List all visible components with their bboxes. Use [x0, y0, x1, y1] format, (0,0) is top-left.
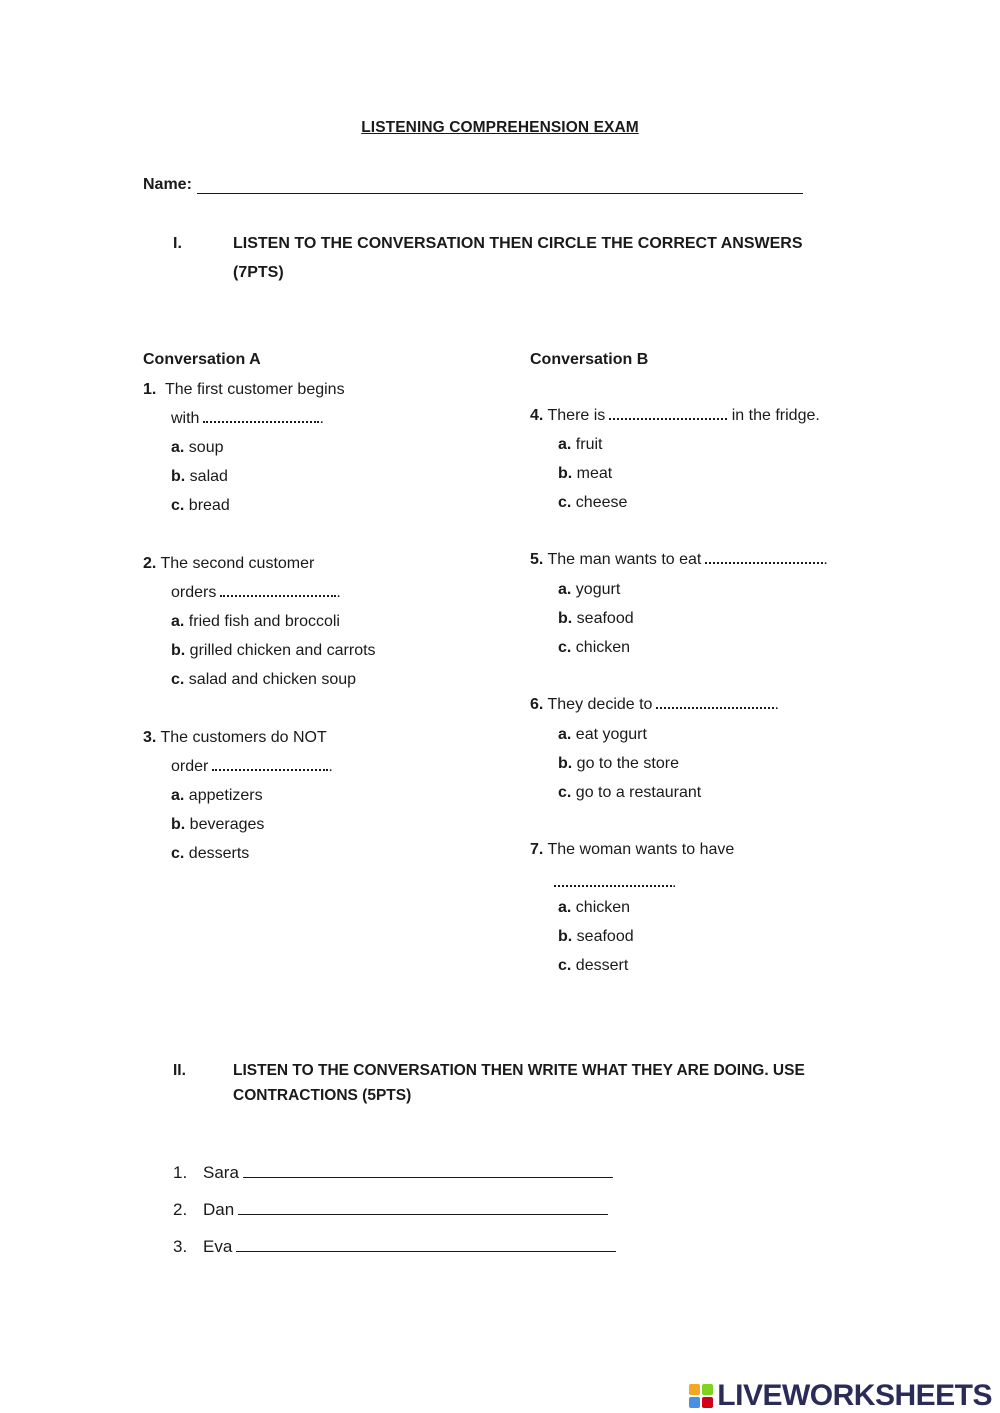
question-text: order — [171, 758, 209, 775]
answer-line[interactable] — [238, 1200, 608, 1215]
name-input-line[interactable] — [197, 178, 803, 194]
question-number: 5. — [530, 551, 544, 568]
option-4c[interactable]: c. cheese — [558, 494, 628, 511]
question-text: They decide to — [547, 696, 653, 713]
option-7a[interactable]: a. chicken — [558, 899, 631, 916]
write-line-1 — [173, 1154, 613, 1191]
option-3b[interactable]: b. beverages — [171, 816, 265, 833]
answer-blank[interactable] — [220, 582, 336, 597]
liveworksheets-logo — [689, 1379, 992, 1413]
option-6c[interactable]: c. go to a restaurant — [558, 784, 702, 801]
question-7 — [530, 835, 734, 864]
item-number: 1. — [173, 1163, 188, 1182]
option-1a[interactable]: a. soup — [171, 439, 224, 456]
option-5b[interactable]: b. seafood — [558, 610, 634, 627]
question-text: orders — [171, 584, 217, 601]
question-number: 3. — [143, 729, 157, 746]
section1-heading: LISTEN TO THE CONVERSATION THEN CIRCLE THE CORRECT ANSWERS (7PTS) — [233, 235, 803, 281]
conversation-b-heading: Conversation B — [530, 351, 649, 368]
question-5: 5. The man wants to eat . — [530, 551, 828, 568]
item-number: 2. — [173, 1200, 188, 1219]
item-name: Eva — [203, 1237, 233, 1256]
question-number: 1. — [143, 381, 157, 398]
question-1-line2: with . — [171, 410, 324, 427]
item-number: 3. — [173, 1237, 188, 1256]
conversation-a-heading: Conversation A — [143, 351, 261, 368]
answer-blank[interactable] — [212, 756, 328, 771]
answer-line[interactable] — [236, 1237, 616, 1252]
option-1b[interactable]: b. salad — [171, 468, 228, 485]
question-4 — [530, 401, 820, 430]
option-2c[interactable]: c. salad and chicken soup — [171, 671, 357, 688]
question-text: The man wants to eat — [547, 551, 702, 568]
question-number: 7. — [530, 841, 544, 858]
question-text: There is — [547, 407, 606, 424]
option-5c[interactable]: c. chicken — [558, 639, 631, 656]
logo-text: LIVEWORKSHEETS — [717, 1379, 992, 1412]
section2-heading-line1: LISTEN TO THE CONVERSATION THEN WRITE WHAT THEY ARE DOING. USE — [233, 1062, 805, 1079]
option-6a[interactable]: a. eat yogurt — [558, 726, 647, 743]
option-2a[interactable]: a. fried fish and broccoli — [171, 613, 340, 630]
question-text: with — [171, 410, 200, 427]
question-1 — [143, 375, 345, 404]
option-5a[interactable]: a. yogurt — [558, 581, 621, 598]
option-1c[interactable]: c. bread — [171, 497, 230, 514]
question-3 — [143, 723, 327, 752]
option-4a[interactable]: a. fruit — [558, 436, 603, 453]
option-6b[interactable]: b. go to the store — [558, 755, 679, 772]
option-4b[interactable]: b. meat — [558, 465, 613, 482]
question-7-blank-line: . — [554, 868, 676, 897]
question-text: The second customer — [160, 555, 315, 572]
section2-heading-line2: CONTRACTIONS (5PTS) — [233, 1087, 412, 1104]
question-text: The customers do NOT — [160, 729, 327, 746]
question-text: The woman wants to have — [547, 841, 735, 858]
question-2-line2: orders . — [171, 584, 341, 601]
question-number: 2. — [143, 555, 157, 572]
option-7b[interactable]: b. seafood — [558, 928, 634, 945]
option-7c[interactable]: c. dessert — [558, 957, 629, 974]
section2-number: II. — [173, 1062, 186, 1079]
question-3-line2: order . — [171, 758, 333, 775]
answer-blank[interactable] — [203, 408, 319, 423]
question-number: 6. — [530, 696, 544, 713]
name-label: Name: — [143, 176, 192, 193]
answer-line[interactable] — [243, 1163, 613, 1178]
question-6: 6. They decide to . — [530, 696, 779, 713]
option-3a[interactable]: a. appetizers — [171, 787, 263, 804]
option-2b[interactable]: b. grilled chicken and carrots — [171, 642, 376, 659]
answer-blank[interactable] — [554, 872, 672, 887]
item-name: Dan — [203, 1200, 235, 1219]
answer-blank[interactable] — [609, 405, 727, 420]
exam-title: LISTENING COMPREHENSION EXAM — [361, 119, 639, 136]
write-line-3 — [173, 1228, 616, 1265]
question-2 — [143, 549, 314, 578]
question-text-after: in the fridge. — [731, 407, 820, 424]
logo-blocks-icon — [689, 1384, 713, 1408]
question-number: 4. — [530, 407, 544, 424]
answer-blank[interactable] — [656, 694, 774, 709]
answer-blank[interactable] — [705, 549, 823, 564]
item-name: Sara — [203, 1163, 239, 1182]
section1-number: I. — [173, 235, 182, 252]
question-text: The first customer begins — [164, 381, 345, 398]
name-row — [143, 176, 803, 194]
section2-heading — [233, 1058, 873, 1108]
write-line-2 — [173, 1191, 608, 1228]
option-3c[interactable]: c. desserts — [171, 845, 250, 862]
